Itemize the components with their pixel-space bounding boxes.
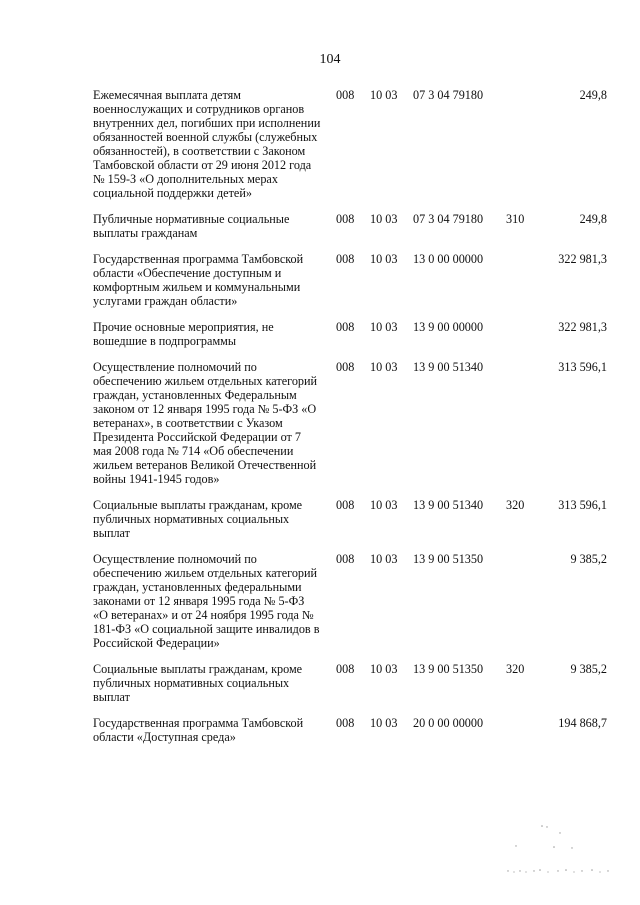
page-number: 104 [319, 52, 341, 67]
row-ved-code: 008 [336, 360, 355, 374]
budget-table [0, 88, 640, 756]
table-row [0, 716, 640, 756]
row-description: Осуществление полномочий по обеспечению жильем отдельных категорий граждан, установленных федеральными законами от 12 января 1995 года № 5-ФЗ «О ветеранах» и от 24 ноября 1995 года № 181-ФЗ «О социальной защите инвалидов в Российской Федерации» [93, 552, 320, 650]
row-ved-code: 008 [336, 212, 355, 226]
row-sum: 313 596,1 [558, 360, 607, 374]
scan-marks [500, 820, 620, 880]
table-row [0, 662, 640, 716]
row-description: Социальные выплаты гражданам, кроме публичных нормативных социальных выплат [93, 662, 303, 704]
row-sum: 313 596,1 [558, 498, 607, 512]
row-ved-code: 008 [336, 716, 355, 730]
row-section-code: 10 03 [370, 498, 398, 512]
row-expense-type: 320 [506, 662, 525, 676]
row-ved-code: 008 [336, 498, 355, 512]
row-expense-type: 310 [506, 212, 525, 226]
row-target-article: 13 9 00 00000 [413, 320, 484, 334]
row-target-article: 07 3 04 79180 [413, 88, 484, 102]
row-sum: 249,8 [579, 88, 607, 102]
row-description: Государственная программа Тамбовской области «Обеспечение доступным и комфортным жильем и коммунальными услугами граждан области» [93, 252, 304, 308]
table-row [0, 552, 640, 662]
row-section-code: 10 03 [370, 252, 398, 266]
row-section-code: 10 03 [370, 716, 398, 730]
row-sum: 9 385,2 [570, 662, 607, 676]
row-target-article: 13 9 00 51350 [413, 662, 484, 676]
table-row [0, 320, 640, 360]
row-sum: 322 981,3 [558, 320, 607, 334]
row-section-code: 10 03 [370, 88, 398, 102]
row-section-code: 10 03 [370, 552, 398, 566]
table-row [0, 360, 640, 498]
row-ved-code: 008 [336, 88, 355, 102]
row-description: Осуществление полномочий по обеспечению жильем отдельных категорий граждан, установленных Федеральным законом от 12 января 1995 года № 5-ФЗ «О ветеранах», в соответствии с Указом Президента Российской Федерации от 7 мая 2008 года № 714 «Об обеспечении жильем ветеранов Великой Отечественной войны 1941-1945 годов» [93, 360, 318, 486]
row-sum: 322 981,3 [558, 252, 607, 266]
row-description: Социальные выплаты гражданам, кроме публичных нормативных социальных выплат [93, 498, 303, 540]
row-expense-type: 320 [506, 498, 525, 512]
row-section-code: 10 03 [370, 212, 398, 226]
row-target-article: 13 9 00 51340 [413, 498, 484, 512]
row-section-code: 10 03 [370, 360, 398, 374]
row-target-article: 13 9 00 51350 [413, 552, 484, 566]
row-ved-code: 008 [336, 320, 355, 334]
row-section-code: 10 03 [370, 662, 398, 676]
row-target-article: 13 0 00 00000 [413, 252, 484, 266]
row-description: Публичные нормативные социальные выплаты гражданам [93, 212, 290, 240]
row-ved-code: 008 [336, 662, 355, 676]
row-description: Прочие основные мероприятия, не вошедшие в подпрограммы [93, 320, 274, 348]
row-description: Государственная программа Тамбовской области «Доступная среда» [93, 716, 304, 744]
row-target-article: 07 3 04 79180 [413, 212, 484, 226]
row-description: Ежемесячная выплата детям военнослужащих и сотрудников органов внутренних дел, погибших при исполнении обязанностей военной службы (служебных обязанностей), в соответствии с Законом Тамбовской области от 29 июня 2012 года № 159-З «О дополнительных мерах социальной поддержки детей» [93, 88, 321, 200]
row-sum: 194 868,7 [558, 716, 607, 730]
row-sum: 9 385,2 [570, 552, 607, 566]
row-section-code: 10 03 [370, 320, 398, 334]
row-target-article: 20 0 00 00000 [413, 716, 484, 730]
table-row [0, 252, 640, 320]
row-ved-code: 008 [336, 552, 355, 566]
table-row [0, 212, 640, 252]
row-sum: 249,8 [579, 212, 607, 226]
row-target-article: 13 9 00 51340 [413, 360, 484, 374]
table-row [0, 498, 640, 552]
table-row [0, 88, 640, 212]
row-ved-code: 008 [336, 252, 355, 266]
